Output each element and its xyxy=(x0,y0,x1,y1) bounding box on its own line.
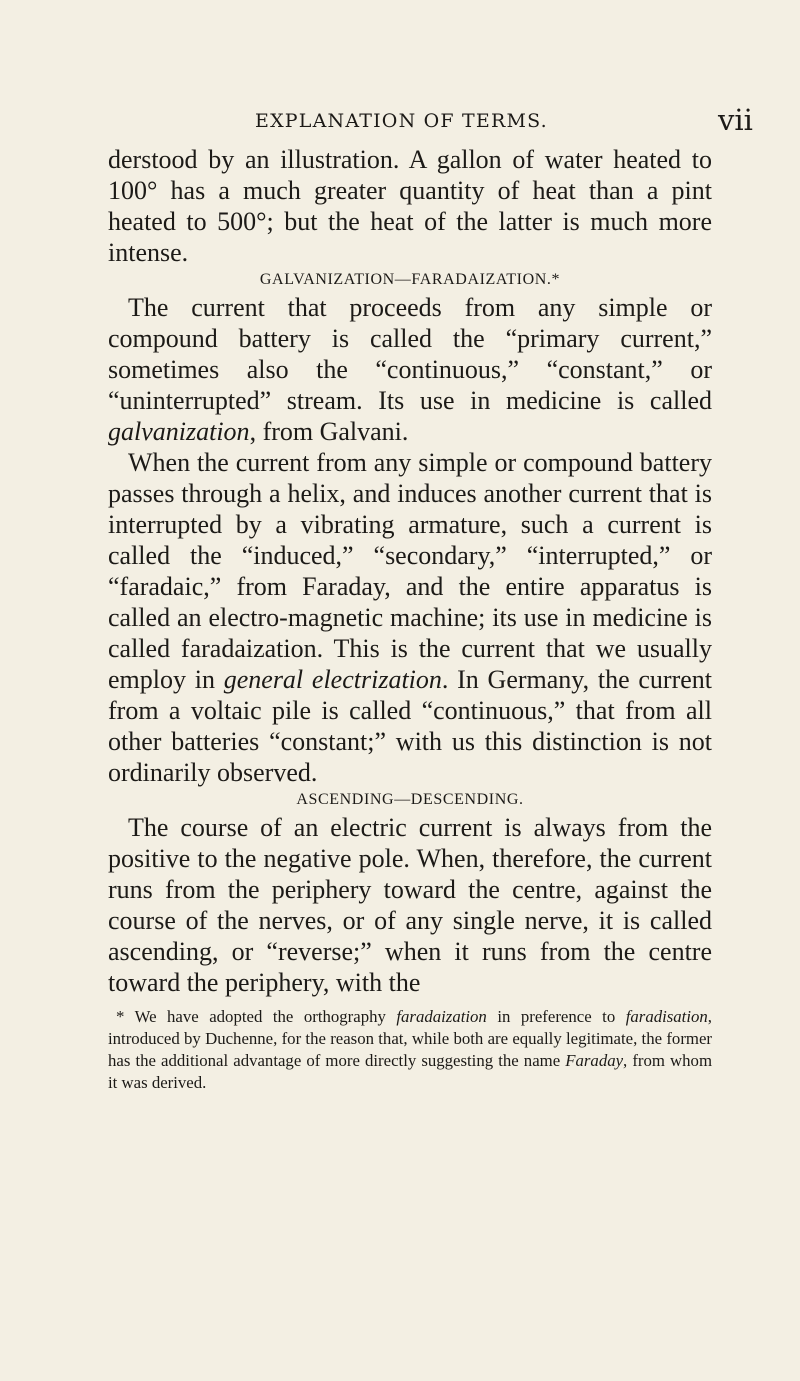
text-run: When the current from any simple or compound battery passes through a helix, and induces another current that is interrupted by a vibrating armature, such a current is called the “induced,” “secondary,” “interrupted,” or “faradaic,” from Faraday, and the entire apparatus is called an electro-magnetic machine; its use in medicine is called faradaization. This is the current that we usually employ in xyxy=(108,448,712,694)
term-galvanization: galvanization xyxy=(108,417,250,446)
term-faradaization: faradaization xyxy=(396,1007,487,1026)
term-general-electrization: general electrization xyxy=(223,665,442,694)
running-title: EXPLANATION OF TERMS. xyxy=(255,110,548,132)
paragraph-current-course: The course of an electric current is always from the positive to the negative pole. When, therefore, the current runs from the periphery toward the centre, against the course of the nerves, or of any single nerve, it is called ascending, or “reverse;” when it runs from the centre toward the periphery, with the xyxy=(108,813,712,997)
text-run: . In Germany, the current from a voltaic pile is called “continuous,” that from all other batteries “constant;” with us this distinction is not ordinarily observed. xyxy=(108,665,713,787)
section-heading-ascending: ASCENDING—DESCENDING. xyxy=(296,791,524,808)
term-faraday: Faraday xyxy=(565,1051,624,1070)
term-faradisation: faradisation xyxy=(625,1007,708,1026)
page-number: vii xyxy=(718,103,753,137)
text-run: in preference to xyxy=(486,1007,626,1026)
footnote xyxy=(108,1006,712,1094)
text-run: , from whom it was derived. xyxy=(108,1051,712,1092)
text-run: The current that proceeds from any simple or compound battery is called the “primary current,” sometimes also the “continuous,” “constant,” or “uninterrupted” stream. Its use in medicine is called xyxy=(108,293,712,415)
text-run: * We have adopted the orthography xyxy=(116,1007,397,1026)
paragraph-continuation: derstood by an illustration. A gallon of water heated to 100° has a much greater quantity of heat than a pint heated to 500°; but the heat of the latter is much more intense. xyxy=(108,145,712,267)
text-run: , introduced by Duchenne, for the reason that, while both are equally legitimate, the former has the additional advantage of more directly suggesting the name xyxy=(108,1007,712,1070)
section-heading-galvanization: GALVANIZATION—FARADAIZATION.* xyxy=(259,271,561,288)
text-run: , from Galvani. xyxy=(249,417,409,446)
paragraph-induced-current xyxy=(108,447,712,788)
paragraph-primary-current xyxy=(108,292,712,447)
page-body xyxy=(108,144,712,1094)
